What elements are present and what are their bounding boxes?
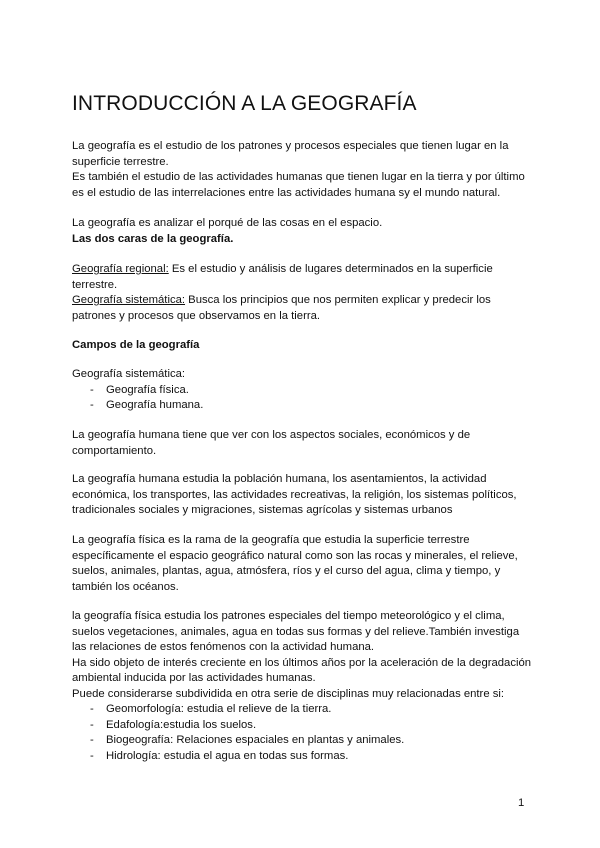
list-item: - Geografía humana. (72, 398, 532, 414)
regional-definition (72, 262, 532, 293)
disciplines-list (72, 702, 532, 764)
interest-paragraph: Ha sido objeto de interés creciente en los últimos años por la aceleración de la degradación ambiental inducida por las actividades humanas. (72, 656, 532, 684)
two-faces-heading: Las dos caras de la geografía. (72, 232, 234, 245)
regional-text: Es el estudio y análisis de lugares determinados en la superficie terrestre. (72, 263, 493, 291)
human-social-paragraph: La geografía humana tiene que ver con los aspectos sociales, económicos y de comportamiento. (72, 429, 471, 457)
intro-paragraph-2: Es también el estudio de las actividades humanas que tienen lugar en la tierra y por último es el estudio de las interrelaciones entre las actividades humana sy el mundo natural. (72, 171, 525, 199)
list-item: - Geomorfología: estudia el relieve de la tierra. (72, 702, 532, 718)
intro-block (72, 139, 532, 201)
systematic-definition (72, 293, 532, 324)
systematic-list-block (72, 367, 532, 414)
human-studies-block (72, 472, 532, 519)
intro-paragraph-1: La geografía es el estudio de los patrones y procesos especiales que tienen lugar en la superficie terrestre. (72, 140, 509, 168)
list-item: - Geografía física. (72, 383, 532, 399)
analysis-paragraph: La geografía es analizar el porqué de las cosas en el espacio. (72, 217, 383, 229)
physical-patterns-block (72, 609, 532, 764)
fields-heading: Campos de la geografía (72, 339, 200, 351)
human-studies-paragraph: La geografía humana estudia la población humana, los asentamientos, la actividad económica, los transportes, las actividades recreativas, la religión, los sistemas políticos, tradicionales sociales y migraciones, sistemas agrícolas y sistemas urbanos (72, 473, 517, 516)
systematic-list-label: Geografía sistemática: (72, 368, 186, 380)
physical-patterns-paragraph: la geografía física estudia los patrones especiales del tiempo meteorológico y el clima, suelos vegetaciones, animales, agua en todas sus formas y del relieve.También investiga las relaciones de estos fenómenos con la actividad humana. (72, 610, 520, 653)
list-item: - Edafología:estudia los suelos. (72, 718, 532, 734)
list-item: - Hidrología: estudia el agua en todas sus formas. (72, 749, 532, 765)
regional-term: Geografía regional: (72, 263, 169, 275)
systematic-list (72, 383, 532, 414)
physical-branch-paragraph: La geografía física es la rama de la geografía que estudia la superficie terrestre específicamente el espacio geográfico natural como son las rocas y minerales, el relieve, suelos, animales, plantas, agua, atmósfera, ríos y el curso del agua, clima y tiempo, y también los océanos. (72, 534, 518, 593)
physical-branch-block (72, 533, 532, 595)
human-social-block (72, 428, 532, 459)
systematic-term: Geografía sistemática: (72, 294, 186, 306)
page-title: INTRODUCCIÓN A LA GEOGRAFÍA (72, 92, 417, 115)
page-number: 1 (518, 797, 525, 809)
subdivided-paragraph: Puede considerarse subdividida en otra serie de disciplinas muy relacionadas entre si: (72, 687, 505, 700)
analysis-block (72, 216, 532, 247)
systematic-text: Busca los principios que nos permiten explicar y predecir los patrones y procesos que observamos en la tierra. (72, 294, 491, 322)
definitions-block (72, 262, 532, 324)
list-item: - Biogeografía: Relaciones espaciales en plantas y animales. (72, 733, 532, 749)
fields-heading-block (72, 338, 532, 354)
